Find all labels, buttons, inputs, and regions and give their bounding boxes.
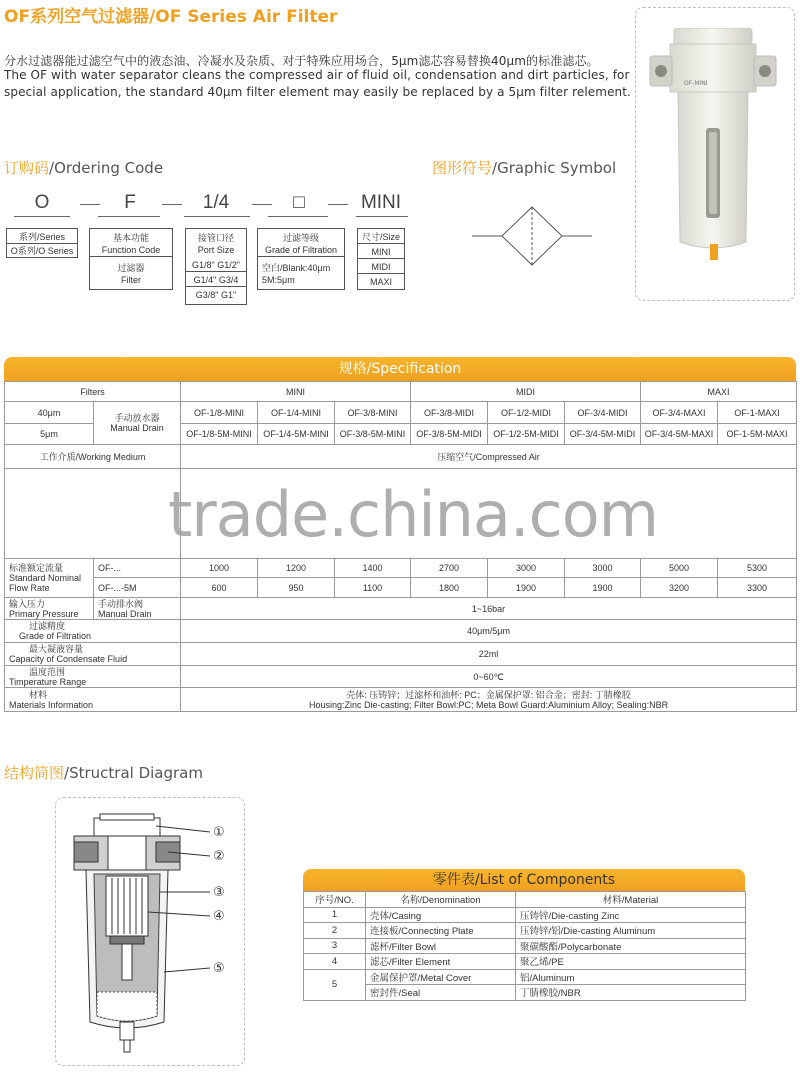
filtration-grade-label-en: Grade of Filtration	[264, 245, 338, 255]
port-size-box	[185, 228, 247, 305]
model-cell: OF-3/4-5M-MIDI	[565, 424, 641, 445]
flow-value: 5000	[641, 559, 718, 578]
temperature-label	[5, 666, 181, 688]
code-underline	[268, 216, 328, 217]
materials-cn: 材料	[29, 689, 48, 700]
flow-value: 3000	[488, 559, 565, 578]
pressure-cn: 输入压力	[9, 598, 46, 609]
ordering-code-title	[4, 157, 163, 178]
flow-value: 3300	[718, 578, 797, 598]
port-size-box-label-en: Port Size	[197, 245, 235, 255]
row-material: 聚乙烯/PE	[516, 954, 746, 970]
row-material: 铝/Aluminum	[516, 969, 746, 985]
working-medium-value: 压缩空气/Compressed Air	[181, 445, 797, 469]
materials-value-cn: 壳体: 压铸锌；过滤杯和油杯: PC；金属保护罩: 铝合金；密封: 丁腈橡胶	[346, 689, 631, 700]
row-denomination: 金属保护罩/Metal Cover	[366, 969, 516, 985]
port-size-option: G3/8" G1"	[186, 286, 246, 301]
function-box-value-en: Filter	[121, 275, 141, 285]
row-number: 2	[304, 923, 366, 939]
condensate-value: 22ml	[181, 643, 797, 666]
size-option-midi: MIDI	[358, 258, 404, 273]
flow-value: 1400	[335, 559, 411, 578]
flow-rate-label	[5, 559, 94, 598]
callout-5: ⑤	[213, 961, 225, 976]
structural-diagram-title-cn: 结构简图	[4, 764, 65, 782]
callout-2: ②	[213, 849, 225, 864]
filtration-grade-box	[257, 228, 345, 290]
size-option-mini: MINI	[358, 243, 404, 258]
model-cell: OF-1/8-5M-MINI	[181, 424, 258, 445]
model-cell: OF-3/4-MAXI	[641, 402, 718, 424]
filters-label: Filters	[5, 382, 181, 402]
pressure-drain-label	[94, 598, 181, 620]
filtration-grade-label	[5, 620, 181, 643]
flow-rate-cn: 标准额定流量	[9, 563, 64, 573]
filtration-grade-option: 5M:5μm	[262, 275, 295, 285]
code-letter-grade: □	[293, 192, 305, 213]
flow-rate-en-2: Flow Rate	[9, 583, 50, 593]
code-dash	[162, 204, 182, 205]
ordering-code-title-cn: 订购码	[4, 159, 50, 177]
pressure-label	[5, 598, 94, 620]
structure-diagram-drawing	[60, 812, 210, 1057]
series-box-value: O系列/O Series	[7, 243, 77, 257]
size-box-label: 尺寸/Size	[361, 232, 400, 242]
code-dash	[252, 204, 272, 205]
pressure-en: Primary Pressure	[9, 608, 79, 619]
code-letter-series: O	[34, 192, 50, 213]
code-underline	[14, 216, 70, 217]
flow-value: 1100	[335, 578, 411, 598]
ordering-code-title-en: /Ordering Code	[49, 159, 164, 177]
size-box	[357, 228, 405, 290]
table-row	[304, 969, 746, 985]
model-cell: OF-1/4-MINI	[258, 402, 335, 424]
flow-value: 1200	[258, 559, 335, 578]
flow-value: 950	[258, 578, 335, 598]
model-cell: OF-1-MAXI	[718, 402, 797, 424]
spec-header: 规格/Specification	[4, 357, 796, 381]
watermark-text: trade.china.com	[168, 478, 659, 551]
model-cell: OF-3/8-MIDI	[411, 402, 488, 424]
model-cell: OF-1/8-MINI	[181, 402, 258, 424]
intro-line-en-2: special application, the standard 40μm filter element may easily be replaced by a 5μm filter relement.	[4, 85, 631, 99]
row-number: 4	[304, 954, 366, 970]
row-number: 1	[304, 907, 366, 923]
row-material: 压铸锌/Die-casting Zinc	[516, 907, 746, 923]
intro-line-en-1: The OF with water separator cleans the compressed air of fluid oil, condensation and dirt particles, for	[4, 68, 630, 82]
column-header: 材料/Material	[516, 892, 746, 908]
callout-4: ④	[213, 909, 225, 924]
column-header: 名称/Denomination	[366, 892, 516, 908]
row-material: 聚碳酸酯/Polycarbonate	[516, 938, 746, 954]
model-cell: OF-1-5M-MAXI	[718, 424, 797, 445]
manual-drain-cn: 手动放水器	[114, 413, 160, 423]
working-medium-label: 工作介质/Working Medium	[5, 445, 181, 469]
model-cell: OF-3/8-5M-MIDI	[411, 424, 488, 445]
column-header: 序号/NO.	[304, 892, 366, 908]
group-midi: MIDI	[411, 382, 641, 402]
condensate-en: Capacity of Condensate Fluid	[9, 654, 128, 664]
flow-value: 1900	[488, 578, 565, 598]
flow-value: 1000	[181, 559, 258, 578]
flow-value: 600	[181, 578, 258, 598]
callout-3: ③	[213, 885, 225, 900]
model-cell: OF-1/2-5M-MIDI	[488, 424, 565, 445]
function-box-value-cn: 过滤器	[90, 256, 172, 274]
pressure-drain-cn: 手动排水阀	[98, 598, 144, 609]
code-underline	[356, 216, 408, 217]
manual-drain-en: Manual Drain	[110, 423, 164, 433]
filtration-grade-label-cn: 过滤等级	[282, 233, 319, 243]
structural-diagram-title	[4, 762, 203, 783]
code-underline	[184, 216, 250, 217]
model-cell: OF-1/4-5M-MINI	[258, 424, 335, 445]
model-cell: OF-3/4-5M-MAXI	[641, 424, 718, 445]
row-denomination: 连接板/Connecting Plate	[366, 923, 516, 939]
components-table	[303, 891, 746, 1001]
code-letter-size: MINI	[360, 192, 402, 213]
model-cell: OF-3/8-5M-MINI	[335, 424, 411, 445]
row-denomination: 滤芯/Filter Element	[366, 954, 516, 970]
row-material: 压铸锌/铝/Die-casting Aluminum	[516, 923, 746, 939]
series-box-label: 系列/Series	[18, 232, 65, 242]
manual-drain-label	[94, 402, 181, 445]
flow-value: 1800	[411, 578, 488, 598]
model-cell: OF-3/8-MINI	[335, 402, 411, 424]
graphic-symbol-title-cn: 图形符号	[432, 159, 493, 177]
condensate-label	[5, 643, 181, 666]
filtration-grade-cn: 过滤精度	[29, 621, 66, 631]
row-denomination: 滤杯/Filter Bowl	[366, 938, 516, 954]
filtration-grade-value: 40μm/5μm	[181, 620, 797, 643]
function-box-label-cn: 基本功能	[112, 233, 149, 243]
row-denomination: 壳体/Casing	[366, 907, 516, 923]
row-denomination: 密封件/Seal	[366, 985, 516, 1001]
spacer-cell	[5, 469, 181, 559]
temperature-cn: 温度范围	[29, 666, 66, 677]
pressure-value: 1~16bar	[181, 598, 797, 620]
callout-1: ①	[213, 825, 225, 840]
flow-code: OF-...-5M	[94, 578, 181, 598]
flow-rate-en-1: Standard Nominal	[9, 573, 82, 583]
table-row	[304, 938, 746, 954]
row-number: 3	[304, 938, 366, 954]
pressure-drain-en: Manual Drain	[98, 608, 152, 619]
components-header: 零件表/List of Components	[303, 869, 745, 891]
size-option-maxi: MAXI	[358, 273, 404, 288]
temperature-value: 0~60℃	[181, 666, 797, 688]
code-letter-function: F	[124, 192, 136, 213]
flow-code: OF-...	[94, 559, 181, 578]
table-row	[304, 923, 746, 939]
model-cell: OF-1/2-MIDI	[488, 402, 565, 424]
code-letter-port: 1/4	[202, 192, 230, 213]
row-material: 丁腈橡胶/NBR	[516, 985, 746, 1001]
graphic-symbol-title-en: /Graphic Symbol	[492, 159, 617, 177]
intro-line-cn: 分水过滤器能过滤空气中的液态油、冷凝水及杂质、对于特殊应用场合，5μm滤芯容易替换40μm的标准滤芯。	[4, 54, 599, 68]
materials-label	[5, 688, 181, 712]
table-row	[304, 907, 746, 923]
page-title: OF系列空气过滤器/OF Series Air Filter	[4, 7, 338, 27]
materials-en: Materials Information	[9, 699, 94, 710]
structural-diagram-title-en: /Structral Diagram	[64, 764, 203, 782]
flow-value: 5300	[718, 559, 797, 578]
materials-value	[181, 688, 797, 712]
table-row	[304, 985, 746, 1001]
flow-value: 1900	[565, 578, 641, 598]
materials-value-en: Housing:Zinc Die-casting; Filter Bowl:PC; Meta Bowl Guard:Aluminium Alloy; Sealing:NBR	[308, 699, 669, 710]
filtration-grade-en: Grade of Filtration	[19, 631, 92, 641]
group-mini: MINI	[181, 382, 411, 402]
row-number: 5	[304, 969, 366, 1000]
port-size-option: G1/4" G3/4	[186, 271, 246, 286]
flow-value: 3200	[641, 578, 718, 598]
code-dash	[80, 204, 100, 205]
code-underline	[98, 216, 160, 217]
table-row	[304, 954, 746, 970]
air-filter-photo	[648, 28, 780, 280]
grade-5-label: 5μm	[5, 424, 94, 445]
port-size-box-label-cn: 接管口径	[197, 233, 234, 243]
condensate-cn: 最大凝液容量	[29, 644, 84, 654]
group-maxi: MAXI	[641, 382, 797, 402]
port-size-option: G1/8" G1/2"	[192, 260, 240, 270]
flow-value: 2700	[411, 559, 488, 578]
series-box	[6, 228, 78, 258]
filtration-grade-option: 空白/Blank:40μm	[258, 256, 344, 274]
function-box-label-en: Function Code	[101, 245, 161, 255]
filter-symbol-icon	[470, 205, 594, 267]
temperature-en: Timperature Range	[9, 676, 87, 687]
graphic-symbol-title	[432, 157, 616, 178]
flow-value: 3000	[565, 559, 641, 578]
grade-40-label: 40μm	[5, 402, 94, 424]
function-box	[89, 228, 173, 290]
model-cell: OF-3/4-MIDI	[565, 402, 641, 424]
photo-label: OF-MINI	[684, 80, 708, 87]
code-dash	[328, 204, 348, 205]
